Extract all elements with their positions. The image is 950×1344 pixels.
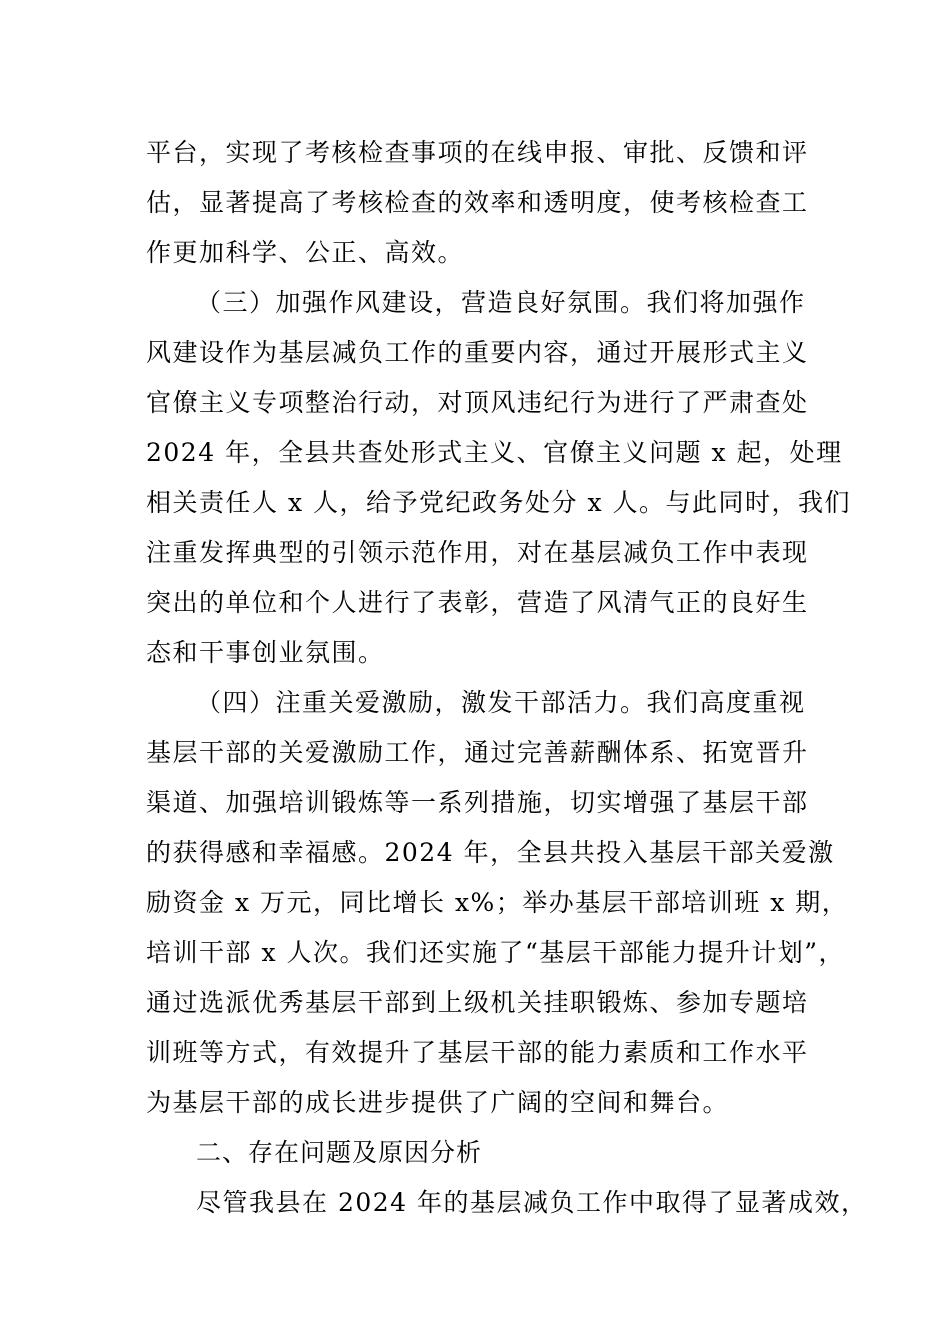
paragraph-line: 2024 年，全县共查处形式主义、官僚主义问题 x 起，处理 <box>146 438 843 467</box>
paragraph-line: 训班等方式，有效提升了基层干部的能力素质和工作水平 <box>146 1038 809 1067</box>
section-four-title-line: （四）注重关爱激励，激发干部活力。我们高度重视 <box>196 688 806 717</box>
paragraph-line: 估，显著提高了考核检查的效率和透明度，使考核检查工 <box>146 188 809 217</box>
paragraph-line: 注重发挥典型的引领示范作用，对在基层减负工作中表现 <box>146 538 809 567</box>
paragraph-line: 基层干部的关爱激励工作，通过完善薪酬体系、拓宽晋升 <box>146 738 809 767</box>
section-heading: 二、存在问题及原因分析 <box>196 1138 483 1167</box>
paragraph-line: 平台，实现了考核检查事项的在线申报、审批、反馈和评 <box>146 138 809 167</box>
paragraph-line: 的获得感和幸福感。2024 年，全县共投入基层干部关爱激 <box>146 838 835 867</box>
paragraph-line: 通过选派优秀基层干部到上级机关挂职锻炼、参加专题培 <box>146 988 809 1017</box>
paragraph-line: 态和干事创业氛围。 <box>146 638 385 667</box>
section-three-title-line: （三）加强作风建设，营造良好氛围。我们将加强作 <box>196 288 806 317</box>
paragraph-line: 培训干部 x 人次。我们还实施了“基层干部能力提升计划”， <box>146 938 846 967</box>
paragraph-line: 尽管我县在 2024 年的基层减负工作中取得了显著成效， <box>196 1188 868 1217</box>
paragraph-line: 官僚主义专项整治行动，对顶风违纪行为进行了严肃查处 <box>146 388 809 417</box>
paragraph-line: 励资金 x 万元，同比增长 x%；举办基层干部培训班 x 期， <box>146 888 849 917</box>
paragraph-line: 相关责任人 x 人，给予党纪政务处分 x 人。与此同时，我们 <box>146 488 851 517</box>
paragraph-line: 突出的单位和个人进行了表彰，营造了风清气正的良好生 <box>146 588 809 617</box>
paragraph-line: 渠道、加强培训锻炼等一系列措施，切实增强了基层干部 <box>146 788 809 817</box>
paragraph-line: 风建设作为基层减负工作的重要内容，通过开展形式主义 <box>146 338 809 367</box>
paragraph-line: 作更加科学、公正、高效。 <box>146 238 465 267</box>
paragraph-line: 为基层干部的成长进步提供了广阔的空间和舞台。 <box>146 1088 730 1117</box>
